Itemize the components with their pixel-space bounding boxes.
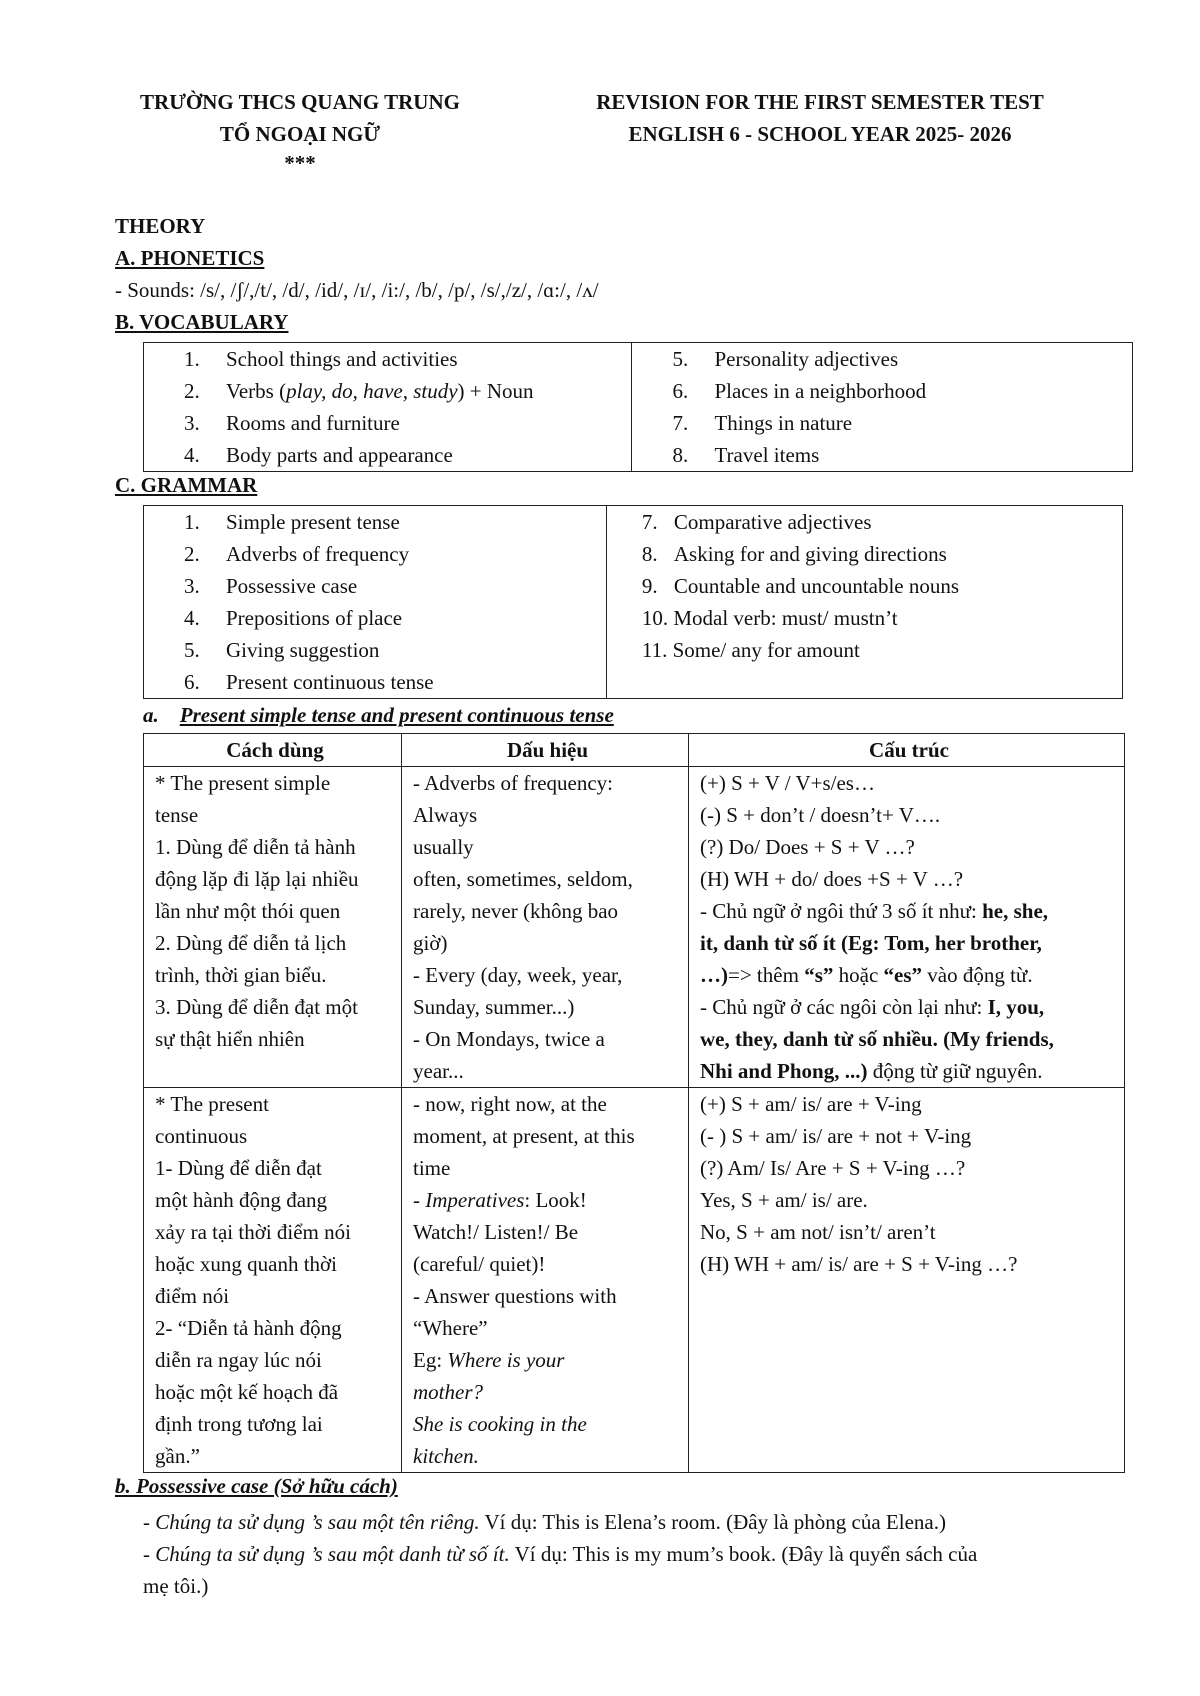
section-b-paragraph-1: - Chúng ta sử dụng ’s sau một tên riêng. Ví dụ: This is Elena’s room. (Đây là phòng của Elena.) (143, 1510, 946, 1534)
vocabulary-heading: B. VOCABULARY (115, 310, 289, 334)
list-item: 4. Body parts and appearance (184, 443, 453, 467)
stars: *** (284, 151, 316, 175)
school-header (110, 86, 490, 176)
document-title: REVISION FOR THE FIRST SEMESTER TEST (596, 90, 1044, 114)
grammar-heading: C. GRAMMAR (115, 473, 258, 497)
list-item: 5. Giving suggestion (184, 638, 380, 662)
list-item: 7. Comparative adjectives (641, 510, 872, 534)
col-header-signs: Dấu hiệu (402, 734, 689, 767)
section-b-paragraph-2-cont: mẹ tôi.) (143, 1574, 209, 1598)
list-item: 10. Modal verb: must/ mustn’t (641, 606, 898, 630)
tense-table (143, 733, 1125, 1473)
list-item: 9. Countable and uncountable nouns (641, 574, 960, 598)
section-a-title: Present simple tense and present continuous tense (179, 703, 614, 727)
school-name: TRƯỜNG THCS QUANG TRUNG (140, 90, 460, 114)
document-subtitle: ENGLISH 6 - SCHOOL YEAR 2025- 2026 (628, 122, 1012, 146)
grammar-left-col (144, 506, 607, 699)
list-item: 6. Places in a neighborhood (672, 379, 927, 403)
phonetics-heading: A. PHONETICS (115, 246, 265, 270)
list-item: 6. Present continuous tense (184, 670, 434, 694)
list-item: 2. Verbs (play, do, have, study) + Noun (184, 379, 534, 403)
list-item: 5. Personality adjectives (672, 347, 899, 371)
col-header-structure: Cấu trúc (689, 734, 1125, 767)
continuous-signs-cell: - now, right now, at the moment, at present, at this time - Imperatives: Look! Watch!/ Listen!/ Be (careful/ quiet)! - Answer questions with “Where” Eg: Where is your mother? She is cooking in the kitchen. (402, 1088, 689, 1473)
grammar-right-col (606, 506, 1122, 699)
list-item: 2. Adverbs of frequency (184, 542, 410, 566)
list-item: 4. Prepositions of place (184, 606, 403, 630)
list-item: 1. School things and activities (184, 347, 458, 371)
simple-signs-cell: - Adverbs of frequency: Always usually often, sometimes, seldom, rarely, never (không bao giờ) - Every (day, week, year, Sunday, summer...) - On Mondays, twice a year... (402, 767, 689, 1088)
list-item: 11. Some/ any for amount (641, 638, 860, 662)
list-item: 8. Travel items (672, 443, 820, 467)
continuous-structure-cell: (+) S + am/ is/ are + V-ing (- ) S + am/ is/ are + not + V-ing (?) Am/ Is/ Are + S + V-ing …? Yes, S + am/ is/ are. No, S + am not/ isn’t/ aren’t (H) WH + am/ is/ are + S + V-ing …? (689, 1088, 1125, 1473)
table-row (144, 1088, 1125, 1473)
list-item: 8. Asking for and giving directions (641, 542, 947, 566)
vocabulary-left-col (144, 343, 632, 472)
list-item: 7. Things in nature (672, 411, 853, 435)
sounds-line: - Sounds: /s/, /ʃ/,/t/, /d/, /id/, /ɪ/, /i:/, /b/, /p/, /s/,/z/, /ɑ:/, /ʌ/ (115, 278, 599, 302)
list-item: 3. Possessive case (184, 574, 358, 598)
theory-heading: THEORY (115, 214, 206, 238)
continuous-usage-cell: * The present continuous 1- Dùng để diễn đạt một hành động đang xảy ra tại thời điểm nói hoặc xung quanh thời điểm nói 2- “Diễn tả hành động diễn ra ngay lúc nói hoặc một kế hoạch đã định trong tương lai gần.” (144, 1088, 402, 1473)
section-b-heading: b. Possessive case (Sở hữu cách) (115, 1474, 398, 1498)
vocabulary-right-col (632, 343, 1133, 472)
section-a-heading (143, 703, 614, 728)
table-row (144, 767, 1125, 1088)
list-item: 3. Rooms and furniture (184, 411, 400, 435)
section-b-paragraph-2: - Chúng ta sử dụng ’s sau một danh từ số ít. Ví dụ: This is my mum’s book. (Đây là quyển sách của (143, 1542, 978, 1566)
department-name: TỔ NGOẠI NGỮ (219, 122, 381, 146)
document-header (540, 86, 1100, 150)
list-item: 1. Simple present tense (184, 510, 400, 534)
col-header-usage: Cách dùng (144, 734, 402, 767)
section-a-letter: a. (143, 703, 159, 727)
simple-usage-cell: * The present simple tense 1. Dùng để diễn tả hành động lặp đi lặp lại nhiều lần như một thói quen 2. Dùng để diễn tả lịch trình, thời gian biểu. 3. Dùng để diễn đạt một sự thật hiển nhiên (144, 767, 402, 1088)
vocabulary-table (143, 342, 1133, 472)
simple-structure-cell: (+) S + V / V+s/es… (-) S + don’t / doesn’t+ V…. (?) Do/ Does + S + V …? (H) WH + do/ does +S + V …? - Chủ ngữ ở ngôi thứ 3 số ít như: he, she, it, danh từ số ít (Eg: Tom, her brother, …)=> thêm “s” hoặc “es” vào động từ. - Chủ ngữ ở các ngôi còn lại như: I, you, we, they, danh từ số nhiều. (My friends, Nhi and Phong, ...) động từ giữ nguyên. (689, 767, 1125, 1088)
grammar-table (143, 505, 1123, 699)
